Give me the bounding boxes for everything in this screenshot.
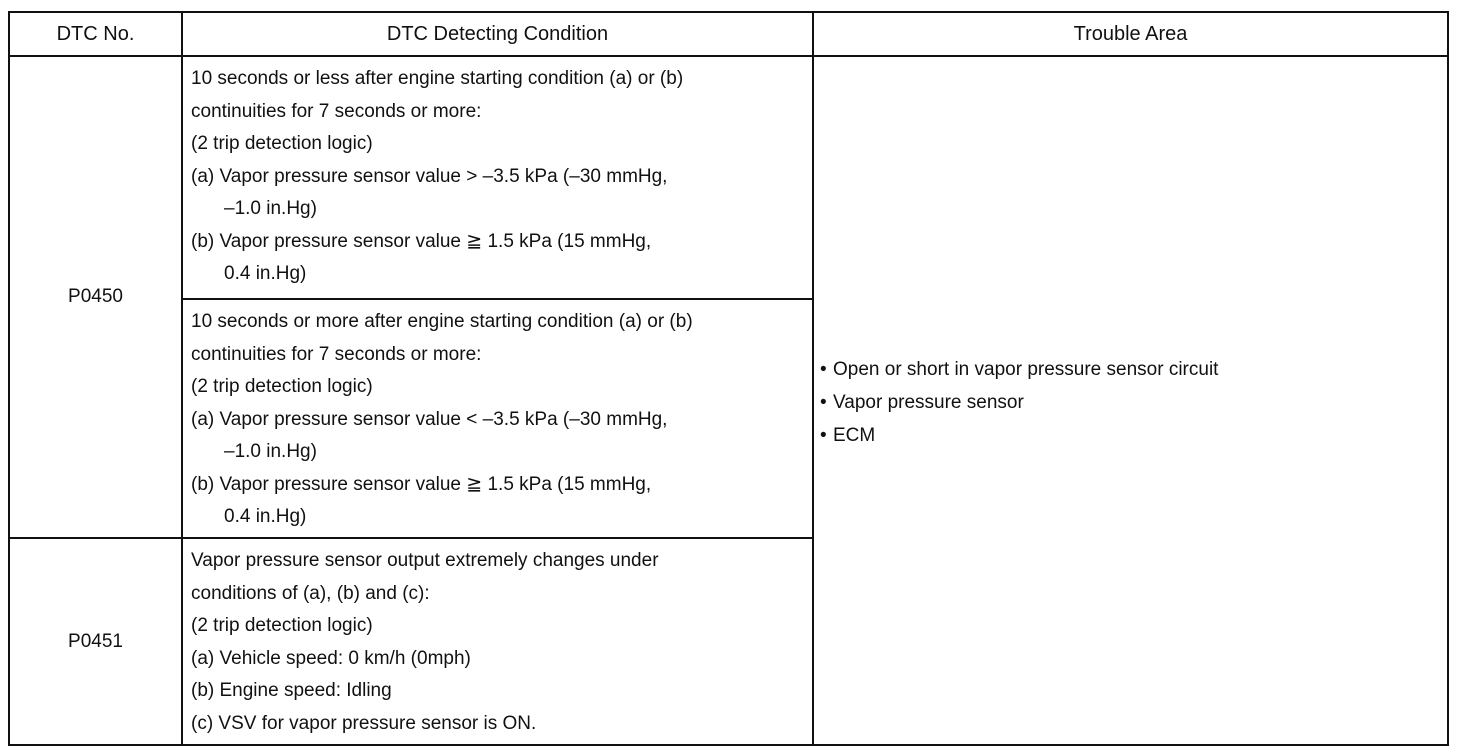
condition-line: 10 seconds or less after engine starting condition (a) or (b) [191,68,684,89]
table-row [9,56,1448,299]
condition-line: continuities for 7 seconds or more: [191,343,482,365]
header-detecting-condition: DTC Detecting Condition [182,12,813,56]
bullet-icon: • [820,392,827,413]
condition-line: (c) VSV for vapor pressure sensor is ON. [191,712,537,734]
condition-line: (a) Vehicle speed: 0 km/h (0mph) [191,647,471,669]
trouble-area-text: ECM [833,425,876,446]
condition-line: (b) Vapor pressure sensor value ≧ 1.5 kPa (15 mmHg, [191,230,652,252]
trouble-area-item [820,353,1447,386]
dtc-table [8,11,1449,746]
condition-line: 0.4 in.Hg) [224,506,307,527]
condition-line: (2 trip detection logic) [191,615,373,636]
condition-line: (b) Vapor pressure sensor value ≧ 1.5 kPa (15 mmHg, [191,473,652,495]
trouble-area-list [820,353,1447,452]
trouble-area-text: Open or short in vapor pressure sensor circuit [833,359,1219,380]
bullet-icon: • [820,359,827,380]
condition-cell [182,56,813,299]
trouble-area-item [820,386,1447,419]
trouble-area-text: Vapor pressure sensor [833,392,1024,413]
header-dtc-no: DTC No. [9,12,182,56]
condition-line: (b) Engine speed: Idling [191,680,392,701]
condition-line: 10 seconds or more after engine starting condition (a) or (b) [191,311,693,332]
header-row [9,12,1448,56]
condition-line: –1.0 in.Hg) [224,198,317,219]
condition-line: conditions of (a), (b) and (c): [191,582,430,604]
condition-line: continuities for 7 seconds or more: [191,100,482,122]
bullet-icon: • [820,425,827,446]
condition-line: (a) Vapor pressure sensor value < –3.5 kPa (–30 mmHg, [191,408,668,430]
dtc-code-p0451: P0451 [9,538,182,745]
condition-line: (2 trip detection logic) [191,376,373,397]
condition-line: (2 trip detection logic) [191,133,373,154]
header-trouble-area: Trouble Area [813,12,1448,56]
condition-line: 0.4 in.Hg) [224,263,307,284]
condition-cell [182,299,813,538]
dtc-code-p0450: P0450 [9,56,182,538]
condition-cell [182,538,813,745]
condition-line: (a) Vapor pressure sensor value > –3.5 kPa (–30 mmHg, [191,165,668,187]
condition-line: –1.0 in.Hg) [224,441,317,462]
trouble-area-item [820,419,1447,452]
trouble-area-cell [813,56,1448,745]
condition-line: Vapor pressure sensor output extremely changes under [191,550,659,571]
